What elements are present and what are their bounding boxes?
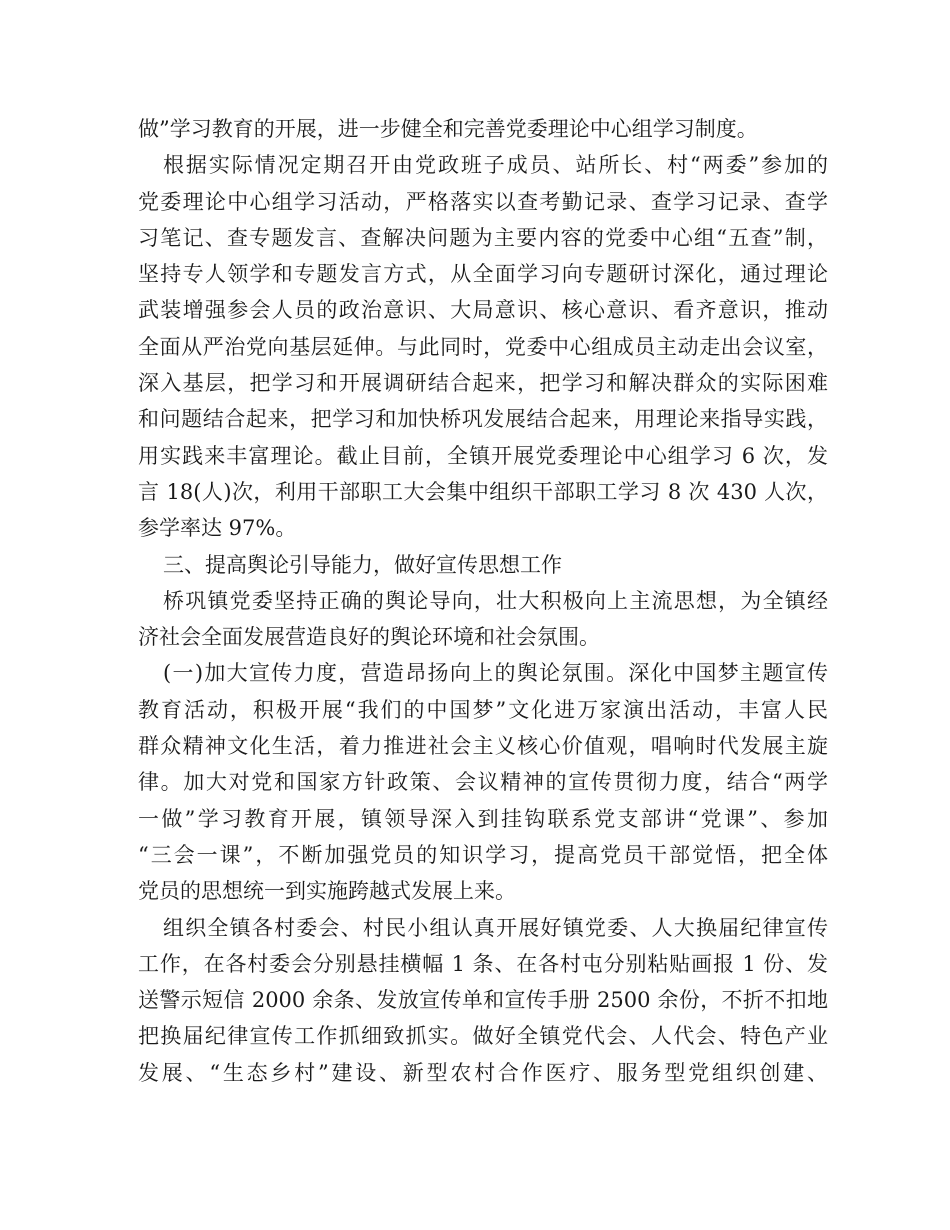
text-line: “三会一课”，不断加强党员的知识学习，提高党员干部觉悟，把全体 bbox=[138, 842, 828, 867]
text-line: 桥巩镇党委坚持正确的舆论导向，壮大积极向上主流思想，为全镇经 bbox=[163, 588, 828, 613]
text-line: 习笔记、查专题发言、查解决问题为主要内容的党委中心组“五查”制， bbox=[138, 225, 828, 250]
text-line: 和问题结合起来，把学习和加快桥巩发展结合起来，用理论来指导实践， bbox=[138, 407, 828, 432]
text-line: 做”学习教育的开展，进一步健全和完善党委理论中心组学习制度。 bbox=[138, 117, 758, 141]
text-line: 济社会全面发展营造良好的舆论环境和社会氛围。 bbox=[138, 625, 600, 650]
text-line: 根据实际情况定期召开由党政班子成员、站所长、村“两委”参加的 bbox=[163, 153, 828, 178]
text-line: 一做”学习教育开展，镇领导深入到挂钩联系党支部讲“党课”、参加 bbox=[138, 806, 828, 831]
text-line: 把换届纪律宣传工作抓细致抓实。做好全镇党代会、人代会、特色产业 bbox=[138, 1024, 828, 1049]
section-heading: 三、提高舆论引导能力，做好宣传思想工作 bbox=[163, 552, 562, 577]
text-line: 工作，在各村委会分别悬挂横幅 1 条、在各村屯分别粘贴画报 1 份、发 bbox=[138, 951, 828, 976]
text-line: 武装增强参会人员的政治意识、大局意识、核心意识、看齐意识，推动 bbox=[138, 298, 828, 323]
text-line: (一)加大宣传力度，营造昂扬向上的舆论氛围。深化中国梦主题宣传 bbox=[163, 661, 828, 686]
text-line: 言 18(人)次，利用干部职工大会集中组织干部职工学习 8 次 430 人次， bbox=[138, 479, 828, 504]
text-line: 组织全镇各村委会、村民小组认真开展好镇党委、人大换届纪律宣传 bbox=[163, 915, 828, 940]
text-line: 教育活动，积极开展“我们的中国梦”文化进万家演出活动，丰富人民 bbox=[138, 697, 828, 722]
text-line: 深入基层，把学习和开展调研结合起来，把学习和解决群众的实际困难 bbox=[138, 371, 828, 396]
text-line: 用实践来丰富理论。截止目前，全镇开展党委理论中心组学习 6 次，发 bbox=[138, 443, 828, 468]
text-line: 发展、“生态乡村”建设、新型农村合作医疗、服务型党组织创建、 bbox=[138, 1060, 828, 1085]
text-line: 送警示短信 2000 余条、发放宣传单和宣传手册 2500 余份，不折不扣地 bbox=[138, 988, 828, 1013]
text-line: 坚持专人领学和专题发言方式，从全面学习向专题研讨深化，通过理论 bbox=[138, 262, 828, 287]
text-line: 全面从严治党向基层延伸。与此同时，党委中心组成员主动走出会议室， bbox=[138, 334, 828, 359]
text-line: 参学率达 97%。 bbox=[138, 516, 297, 541]
text-line: 律。加大对党和国家方针政策、会议精神的宣传贯彻力度，结合“两学 bbox=[138, 770, 828, 795]
text-line: 群众精神文化生活，着力推进社会主义核心价值观，唱响时代发展主旋 bbox=[138, 734, 828, 759]
text-line: 党委理论中心组学习活动，严格落实以查考勤记录、查学习记录、查学 bbox=[138, 189, 828, 214]
text-line: 党员的思想统一到实施跨越式发展上来。 bbox=[138, 879, 516, 904]
body-text bbox=[138, 111, 828, 1091]
